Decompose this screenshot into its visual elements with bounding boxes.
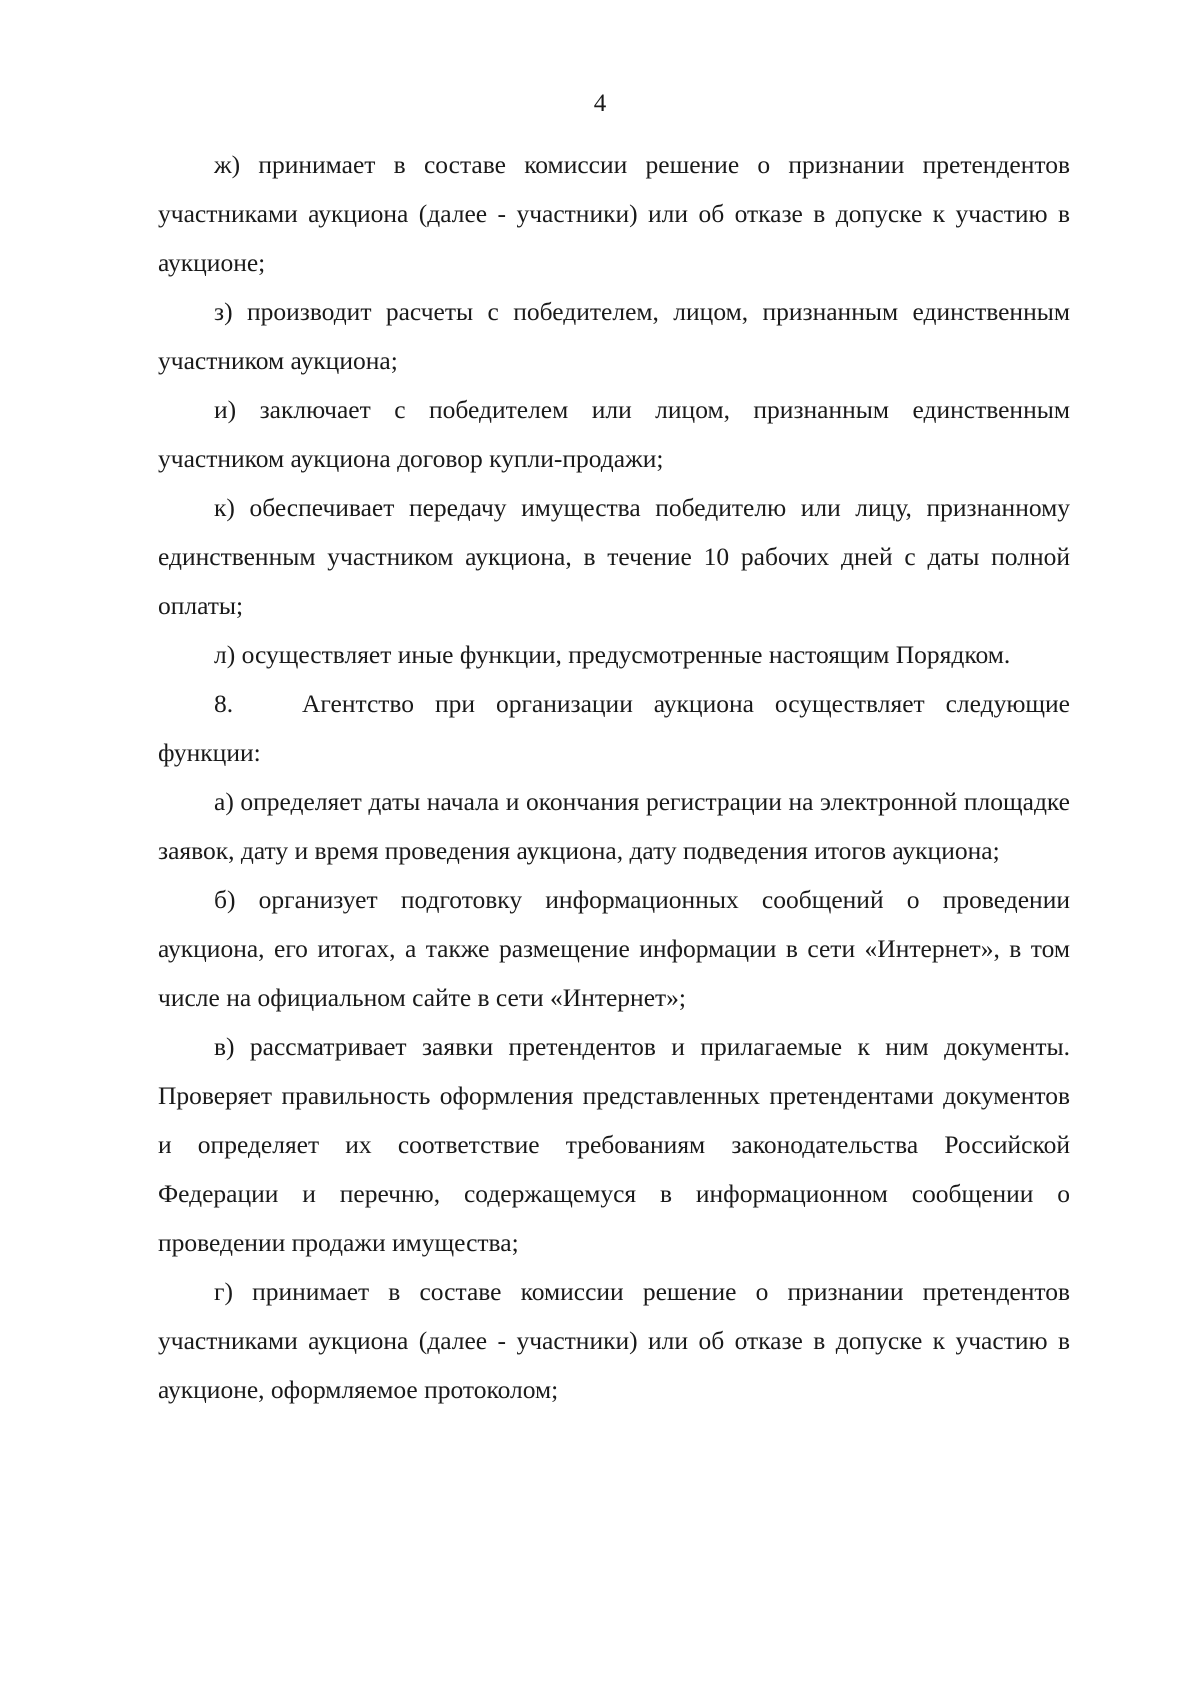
item-g: г) принимает в составе комиссии решение о признании претендентов участниками аукциона (далее - участники) или об отказе в допуске к участию в аукционе, оформляемое протоколом; <box>158 1277 1070 1404</box>
paragraph-i: и) заключает с победителем или лицом, признанным единственным участником аукциона договор купли-продажи; <box>158 395 1070 473</box>
section-8-text: Агентство при организации аукциона осуществляет следующие функции: <box>158 689 1070 767</box>
item-v: в) рассматривает заявки претендентов и прилагаемые к ним документы. Проверяет правильность оформления представленных претендентами документов и определяет их соответствие требованиям законодательства Российской Федерации и перечню, содержащемуся в информационном сообщении о проведении продажи имущества; <box>158 1032 1070 1257</box>
document-body <box>158 140 1070 1414</box>
section-8-number: 8. <box>214 689 234 718</box>
section-8-paragraph <box>158 679 1070 777</box>
item-a: а) определяет даты начала и окончания регистрации на электронной площадке заявок, дату и время проведения аукциона, дату подведения итогов аукциона; <box>158 787 1070 865</box>
paragraph-z: з) производит расчеты с победителем, лицом, признанным единственным участником аукциона; <box>158 297 1070 375</box>
item-b: б) организует подготовку информационных сообщений о проведении аукциона, его итогах, а также размещение информации в сети «Интернет», в том числе на официальном сайте в сети «Интернет»; <box>158 885 1070 1012</box>
paragraph-l: л) осуществляет иные функции, предусмотренные настоящим Порядком. <box>214 640 1011 669</box>
paragraph-k: к) обеспечивает передачу имущества победителю или лицу, признанному единственным участником аукциона, в течение 10 рабочих дней с даты полной оплаты; <box>158 493 1070 620</box>
paragraph-zh: ж) принимает в составе комиссии решение о признании претендентов участниками аукциона (далее - участники) или об отказе в допуске к участию в аукционе; <box>158 150 1070 277</box>
page-number: 4 <box>593 90 607 117</box>
